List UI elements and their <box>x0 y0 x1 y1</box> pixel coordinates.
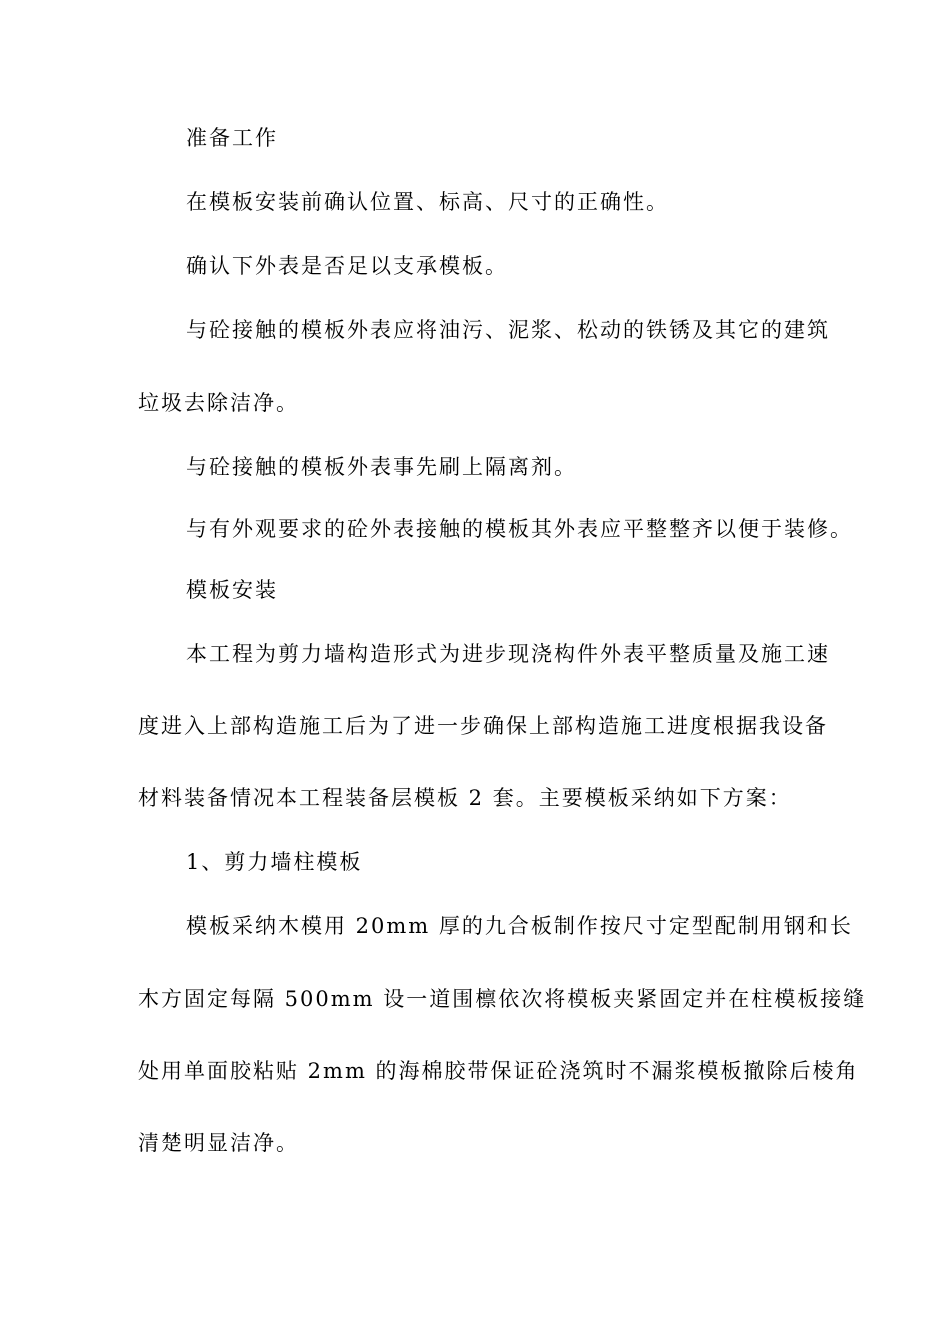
section-heading-preparation: 准备工作 <box>186 126 278 150</box>
paragraph-line: 处用单面胶粘贴 2mm 的海棉胶带保证砼浇筑时不漏浆模板撤除后棱角 <box>138 1059 859 1083</box>
paragraph-line: 度进入上部构造施工后为了进一步确保上部构造施工进度根据我设备 <box>138 714 828 738</box>
paragraph-line: 本工程为剪力墙构造形式为进步现浇构件外表平整质量及施工速 <box>186 642 830 666</box>
paragraph-line: 与有外观要求的砼外表接触的模板其外表应平整整齐以便于装修。 <box>186 517 853 541</box>
paragraph-line: 模板采纳木模用 20mm 厚的九合板制作按尺寸定型配制用钢和长 <box>186 914 853 938</box>
paragraph-line: 与砼接触的模板外表事先刷上隔离剂。 <box>186 455 577 479</box>
subsection-heading-shear-wall-column: 1、剪力墙柱模板 <box>186 850 363 874</box>
paragraph-line: 在模板安装前确认位置、标高、尺寸的正确性。 <box>186 190 669 214</box>
paragraph-line: 确认下外表是否足以支承模板。 <box>186 254 508 278</box>
paragraph-line: 垃圾去除洁净。 <box>138 391 299 415</box>
paragraph-line: 与砼接触的模板外表应将油污、泥浆、松动的铁锈及其它的建筑 <box>186 318 830 342</box>
paragraph-line: 材料装备情况本工程装备层模板 2 套。主要模板采纳如下方案： <box>138 786 792 810</box>
section-heading-formwork-installation: 模板安装 <box>186 578 278 602</box>
paragraph-line: 清楚明显洁净。 <box>138 1131 299 1155</box>
paragraph-line: 木方固定每隔 500mm 设一道围檩依次将模板夹紧固定并在柱模板接缝 <box>138 987 867 1011</box>
